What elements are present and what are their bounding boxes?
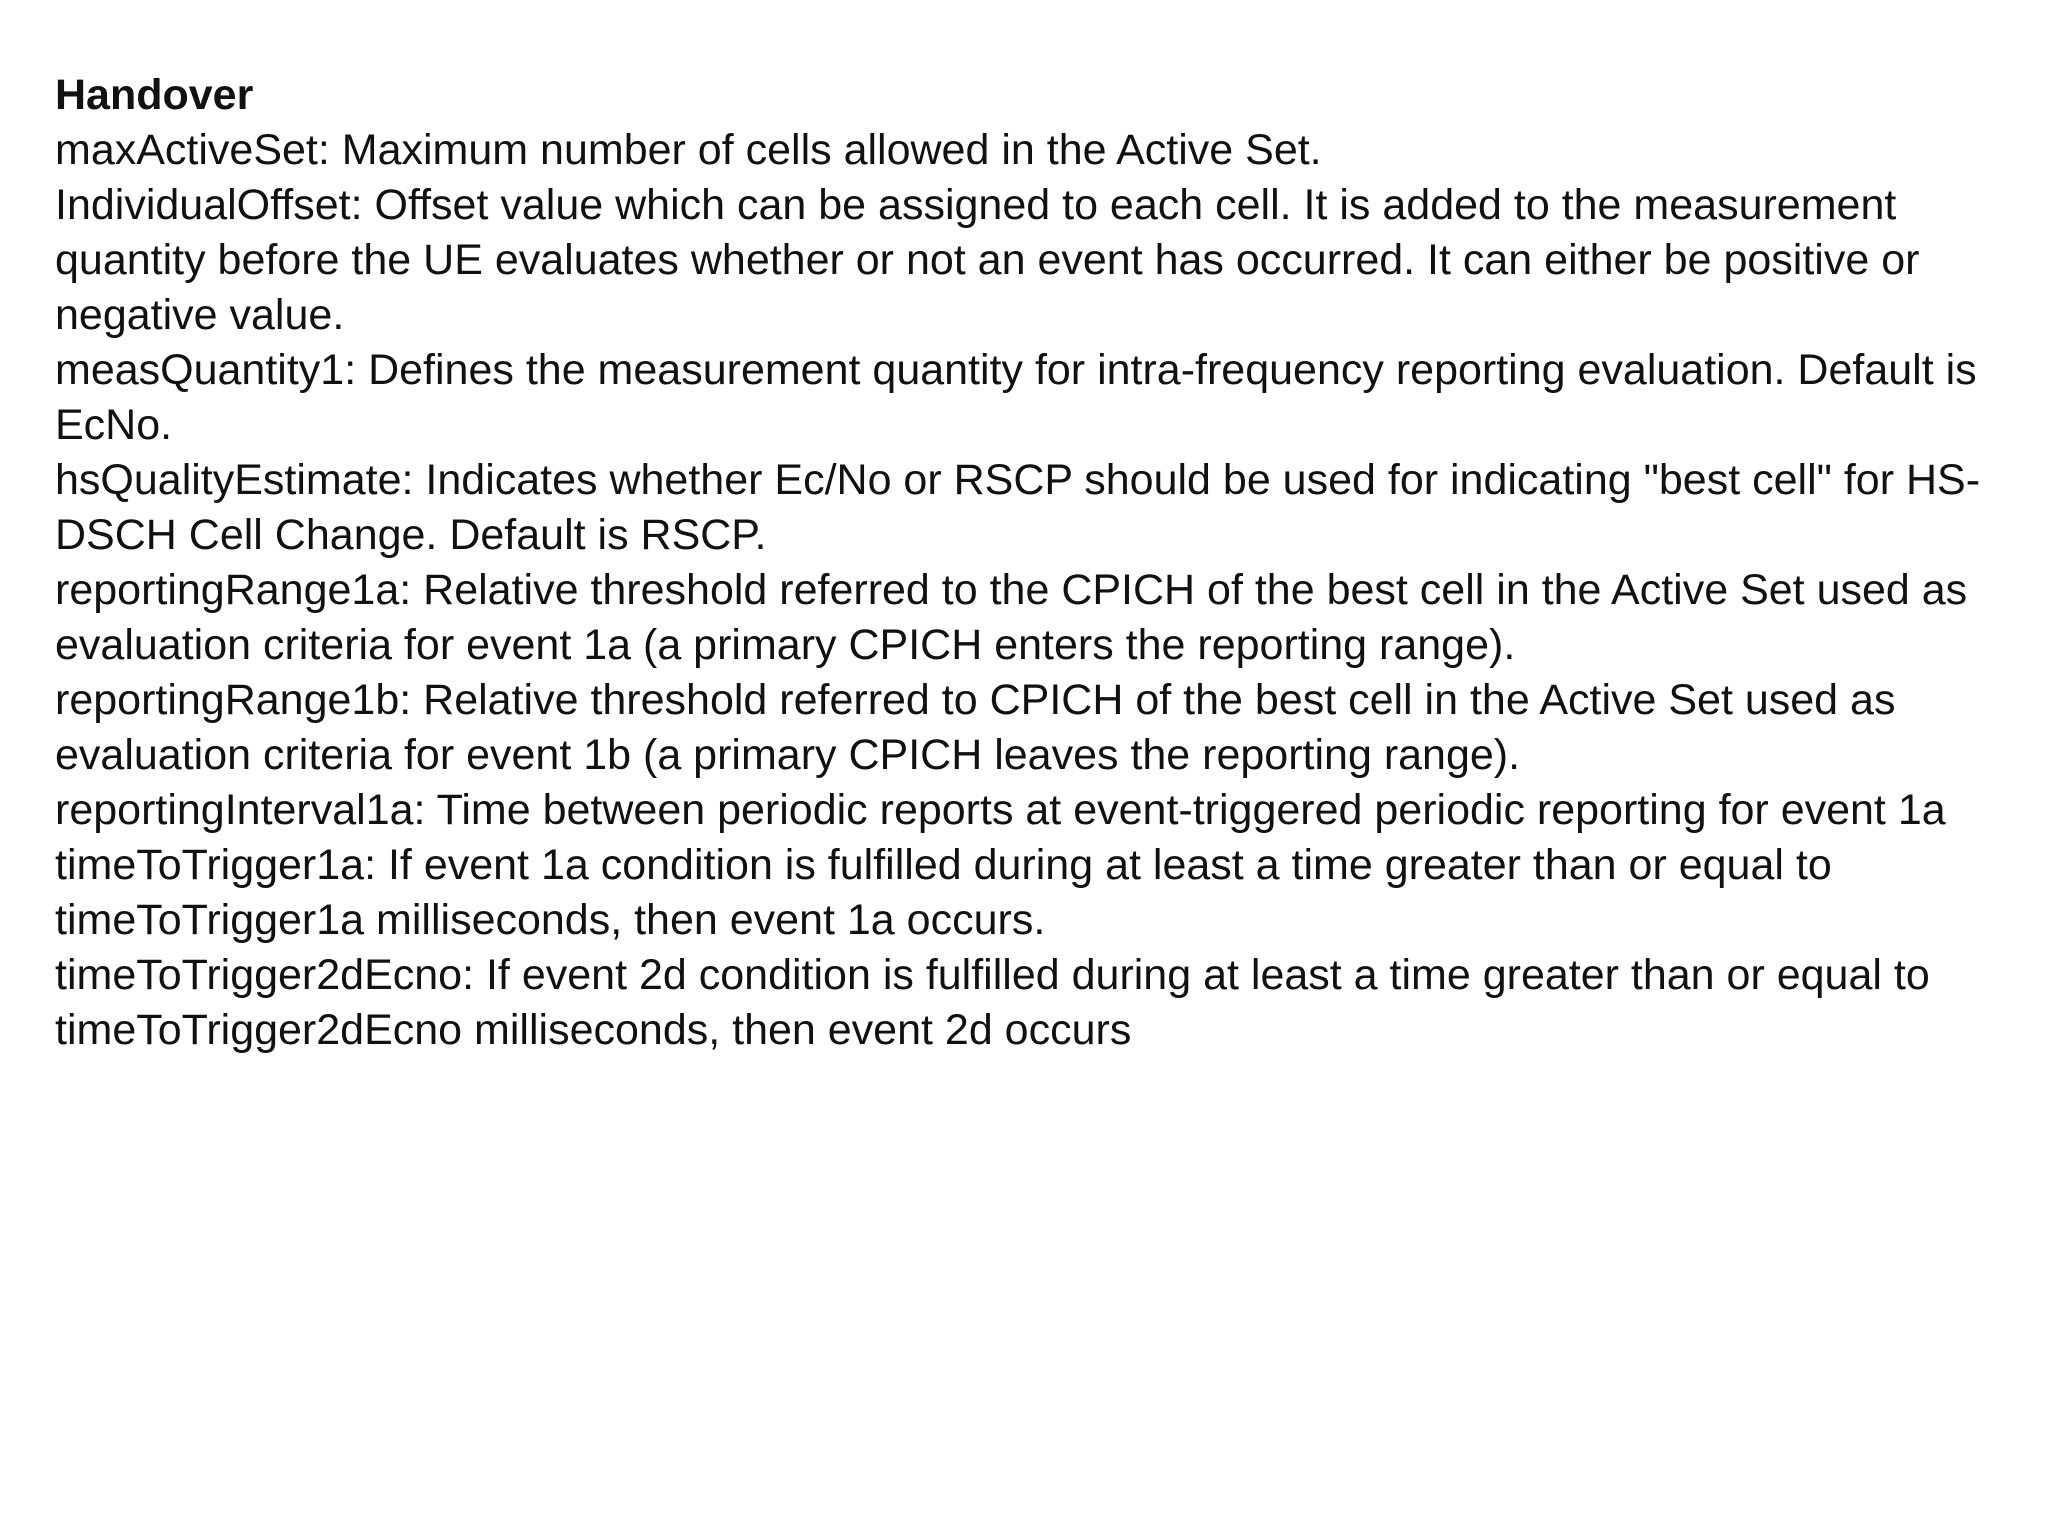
entry-meas-quantity1: measQuantity1: Defines the measurement quantity for intra-frequency reporting evaluation. Default is EcNo. [55,346,1977,449]
entry-individual-offset: IndividualOffset: Offset value which can be assigned to each cell. It is added to the measurement quantity before the UE evaluates whether or not an event has occurred. It can either be positive or negative value. [55,181,1920,339]
entry-reporting-range-1a: reportingRange1a: Relative threshold referred to the CPICH of the best cell in the Active Set used as evaluation criteria for event 1a (a primary CPICH enters the reporting range). [55,566,1968,669]
entry-hs-quality-estimate: hsQualityEstimate: Indicates whether Ec/No or RSCP should be used for indicating "best cell" for HS-DSCH Cell Change. Default is RSCP. [55,456,1981,559]
entry-time-to-trigger-1a: timeToTrigger1a: If event 1a condition is fulfilled during at least a time greater than or equal to timeToTrigger1a milliseconds, then event 1a occurs. [55,841,1832,944]
section-heading: Handover [55,71,254,119]
entry-reporting-range-1b: reportingRange1b: Relative threshold referred to CPICH of the best cell in the Active Set used as evaluation criteria for event 1b (a primary CPICH leaves the reporting range). [55,676,1896,779]
entry-reporting-interval-1a: reportingInterval1a: Time between periodic reports at event-triggered periodic reporting for event 1a [55,786,1946,834]
entry-time-to-trigger-2d-ecno: timeToTrigger2dEcno: If event 2d condition is fulfilled during at least a time greater than or equal to timeToTrigger2dEcno milliseconds, then event 2d occurs [55,951,1930,1054]
entry-max-active-set: maxActiveSet: Maximum number of cells allowed in the Active Set. [55,126,1322,174]
